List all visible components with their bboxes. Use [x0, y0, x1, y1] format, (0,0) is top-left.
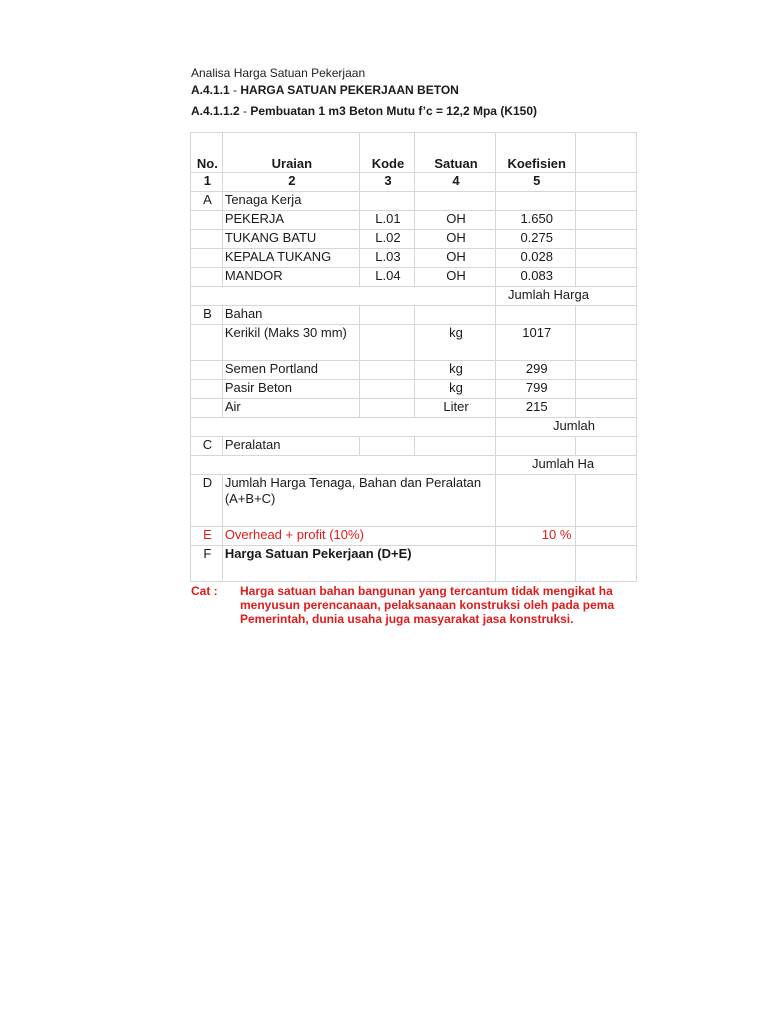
empty-cell — [191, 249, 223, 268]
note-line: Harga satuan bahan bangunan yang tercantum tidak mengikat ha — [240, 584, 613, 598]
empty-cell — [191, 268, 223, 287]
empty-cell — [576, 527, 637, 546]
empty-cell — [191, 287, 496, 306]
table-row — [191, 361, 637, 380]
row-f-label: Harga Satuan Pekerjaan (D+E) — [222, 546, 495, 582]
empty-cell — [191, 325, 223, 361]
empty-cell — [359, 192, 414, 211]
empty-cell — [191, 380, 223, 399]
row-d-no: D — [191, 475, 223, 527]
column-number: 5 — [496, 173, 576, 192]
row-uraian: Semen Portland — [222, 361, 359, 380]
price-analysis-table — [190, 132, 637, 582]
table-viewport — [190, 132, 637, 587]
row-koefisien: 299 — [496, 361, 576, 380]
subsection-code: A.4.1.1.2 — [191, 104, 240, 118]
subsection-heading — [191, 104, 537, 118]
empty-cell — [415, 192, 496, 211]
empty-cell — [576, 306, 637, 325]
row-uraian: Kerikil (Maks 30 mm) — [222, 325, 359, 361]
column-number — [576, 173, 637, 192]
empty-cell — [191, 211, 223, 230]
row-satuan: OH — [415, 268, 496, 287]
empty-cell — [496, 475, 576, 527]
group-a-label: Tenaga Kerja — [222, 192, 359, 211]
group-b-label: Bahan — [222, 306, 359, 325]
table-row — [191, 268, 637, 287]
row-kode — [359, 399, 414, 418]
empty-cell — [576, 361, 637, 380]
note-label: Cat : — [191, 584, 218, 598]
column-number-row — [191, 173, 637, 192]
row-uraian: TUKANG BATU — [222, 230, 359, 249]
section-name: HARGA SATUAN PEKERJAAN BETON — [240, 83, 459, 97]
row-kode: L.01 — [359, 211, 414, 230]
subtotal-row-a — [191, 287, 637, 306]
group-c-no: C — [191, 437, 223, 456]
note-text — [240, 584, 637, 626]
header-koefisien: Koefisien — [496, 133, 576, 173]
row-uraian: MANDOR — [222, 268, 359, 287]
empty-cell — [191, 399, 223, 418]
row-e-value: 10 % — [496, 527, 576, 546]
row-koefisien: 1.650 — [496, 211, 576, 230]
subtotal-a-label: Jumlah Harga — [496, 287, 637, 306]
empty-cell — [191, 456, 496, 475]
empty-cell — [576, 211, 637, 230]
row-e — [191, 527, 637, 546]
subtotal-row-c — [191, 456, 637, 475]
empty-cell — [576, 325, 637, 361]
section-heading — [191, 83, 459, 97]
empty-cell — [576, 437, 637, 456]
row-f-no: F — [191, 546, 223, 582]
empty-cell — [359, 306, 414, 325]
empty-cell — [576, 268, 637, 287]
header-no: No. — [191, 133, 223, 173]
empty-cell — [191, 230, 223, 249]
row-koefisien: 0.028 — [496, 249, 576, 268]
empty-cell — [191, 361, 223, 380]
empty-cell — [359, 437, 414, 456]
column-number: 1 — [191, 173, 223, 192]
row-d — [191, 475, 637, 527]
column-number: 3 — [359, 173, 414, 192]
row-satuan: OH — [415, 211, 496, 230]
empty-cell — [496, 546, 576, 582]
table-row — [191, 380, 637, 399]
subtotal-c-label: Jumlah Ha — [496, 456, 637, 475]
column-number: 2 — [222, 173, 359, 192]
row-kode — [359, 361, 414, 380]
row-d-line1: Jumlah Harga Tenaga, Bahan dan Peralatan — [224, 475, 482, 490]
subtotal-row-b — [191, 418, 637, 437]
note-line: menyusun perencanaan, pelaksanaan konstruksi oleh pada pema — [240, 598, 615, 612]
row-uraian: Pasir Beton — [222, 380, 359, 399]
header-uraian: Uraian — [222, 133, 359, 173]
row-uraian: PEKERJA — [222, 211, 359, 230]
header-overflow — [576, 133, 637, 173]
empty-cell — [576, 546, 637, 582]
row-kode: L.03 — [359, 249, 414, 268]
subtotal-b-label: Jumlah — [496, 418, 637, 437]
row-koefisien: 799 — [496, 380, 576, 399]
row-d-label — [222, 475, 495, 527]
row-f — [191, 546, 637, 582]
section-separator: - — [229, 83, 241, 97]
row-uraian: KEPALA TUKANG — [222, 249, 359, 268]
column-number: 4 — [415, 173, 496, 192]
row-satuan: kg — [415, 361, 496, 380]
empty-cell — [576, 249, 637, 268]
row-e-label: Overhead + profit (10%) — [222, 527, 495, 546]
empty-cell — [576, 399, 637, 418]
group-a-no: A — [191, 192, 223, 211]
row-kode — [359, 325, 414, 361]
table-row — [191, 211, 637, 230]
row-satuan: kg — [415, 380, 496, 399]
group-c-row — [191, 437, 637, 456]
empty-cell — [576, 230, 637, 249]
subsection-name: Pembuatan 1 m3 Beton Mutu f’c = 12,2 Mpa (K150) — [250, 104, 537, 118]
note-line: Pemerintah, dunia usaha juga masyarakat jasa konstruksi. — [240, 612, 574, 626]
table-header-row — [191, 133, 637, 173]
empty-cell — [415, 437, 496, 456]
header-kode: Kode — [359, 133, 414, 173]
empty-cell — [576, 475, 637, 527]
row-satuan: OH — [415, 249, 496, 268]
group-b-no: B — [191, 306, 223, 325]
group-b-row — [191, 306, 637, 325]
table-row — [191, 230, 637, 249]
row-satuan: kg — [415, 325, 496, 361]
empty-cell — [576, 192, 637, 211]
group-a-row — [191, 192, 637, 211]
section-code: A.4.1.1 — [191, 83, 230, 97]
group-c-label: Peralatan — [222, 437, 359, 456]
empty-cell — [191, 418, 496, 437]
row-satuan: Liter — [415, 399, 496, 418]
empty-cell — [496, 437, 576, 456]
row-koefisien: 0.275 — [496, 230, 576, 249]
row-satuan: OH — [415, 230, 496, 249]
empty-cell — [415, 306, 496, 325]
row-kode — [359, 380, 414, 399]
row-koefisien: 0.083 — [496, 268, 576, 287]
row-koefisien: 215 — [496, 399, 576, 418]
row-uraian: Air — [222, 399, 359, 418]
empty-cell — [496, 306, 576, 325]
subsection-separator: - — [239, 104, 251, 118]
header-satuan: Satuan — [415, 133, 496, 173]
empty-cell — [496, 192, 576, 211]
page-title: Analisa Harga Satuan Pekerjaan — [191, 66, 366, 80]
table-row — [191, 399, 637, 418]
row-kode: L.04 — [359, 268, 414, 287]
row-koefisien: 1017 — [496, 325, 576, 361]
row-e-no: E — [191, 527, 223, 546]
table-row — [191, 325, 637, 361]
empty-cell — [576, 380, 637, 399]
row-kode: L.02 — [359, 230, 414, 249]
row-d-line2: (A+B+C) — [224, 491, 276, 506]
table-row — [191, 249, 637, 268]
